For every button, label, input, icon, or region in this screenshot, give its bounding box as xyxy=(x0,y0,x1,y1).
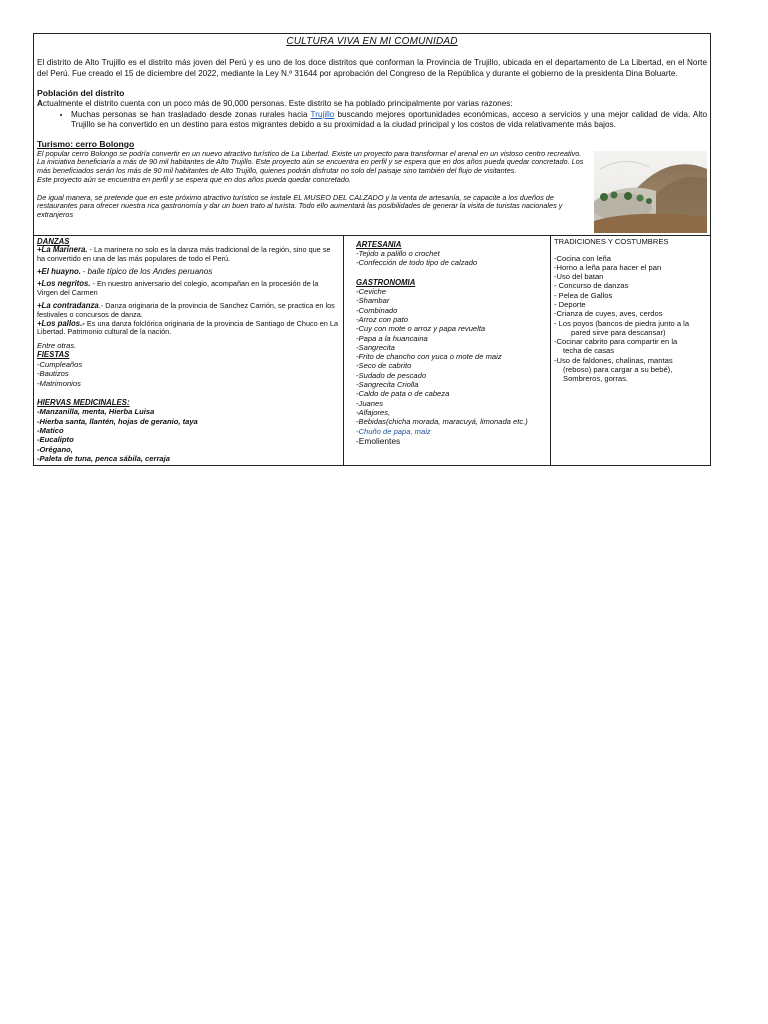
turismo-paragraph-1: El popular cerro Bolongo se podría convertir en un nuevo atractivo turístico de La Libertad. Existe un proyecto para transformar el arenal en un vistoso centro recreativo. La iniciativa beneficiaría a más de 90 mil habitantes de Alto Trujillo. Este proyecto aún se encuentra en perfil y se espera que en dos años pueda quedar concretado. Los más beneficiados serán los más de 90 mil habitantes de Alto Trujillo, quienes podrán disfrutar no solo del paisaje sino también del flujo de visitantes. xyxy=(37,148,584,176)
turismo-paragraph-2: De igual manera, se pretende que en este próximo atractivo turístico se instale EL MUSEO DEL CALZADO y la venta de artesanía, se capacite a los dueños de restaurantes para ofrecer nuestra rica gastronomía y dar un buen trato al turista. Todo ello aumentará las posibilidades de generar la visita de turistas nacionales y extranjeros xyxy=(37,192,563,220)
list-item: -Alfajores, xyxy=(356,407,391,417)
turismo-text xyxy=(37,139,586,233)
list-item: -Cocina con leña xyxy=(554,253,611,263)
danza-sep: - xyxy=(87,245,94,254)
list-item: -Papa a la huancaina xyxy=(356,333,428,343)
cerro-bolongo-photo xyxy=(594,151,707,233)
list-item: -Sangrecita Criolla xyxy=(356,380,419,390)
list-item: -Sudado de pescado xyxy=(356,370,427,380)
document-page xyxy=(33,33,711,466)
danza-item xyxy=(37,320,340,338)
list-item: -Hierba santa, llantén, hojas de geranio, taya xyxy=(37,416,198,426)
danza-desc: baile típico de los Andes peruanos xyxy=(87,266,213,276)
list-item: -Uso de faldones, chalinas, mantas xyxy=(554,355,673,365)
turismo-paragraph-1b: Este proyecto aún se encuentra en perfil y se espera que en dos años pueda quedar concretado. xyxy=(37,174,351,184)
hierbas-list xyxy=(37,407,340,463)
danza-name: +Los negritos. xyxy=(37,279,91,289)
list-item: -Frito de chancho con yuca o mote de maiz xyxy=(356,352,502,362)
list-item: -Uso del batan xyxy=(554,272,604,282)
bullet-text-rest: buscando mejores oportunidades económicas, acceso a servicios y una mejor calidad de vida. Alto Trujillo se ha convertido en un destino para estos migrantes debido a su proximidad a la ciudad principal y los costos de vida relativamente más bajos. xyxy=(71,109,707,129)
column-artesania xyxy=(344,236,551,466)
danza-sep: .- xyxy=(98,300,106,310)
gastronomia-heading: GASTRONOMIA xyxy=(356,277,416,287)
danza-name: +Los pallos.- xyxy=(37,318,85,328)
column-tradiciones xyxy=(551,236,710,466)
drop-letter: A xyxy=(37,99,43,108)
danza-sep: - xyxy=(90,279,98,289)
tradiciones-heading: TRADICIONES Y COSTUMBRES xyxy=(554,236,669,246)
danza-desc: Danza originaria de la provincia de Sanchez Carrión, se practica en los festivales o concursos de danza. xyxy=(37,300,335,319)
page-title: CULTURA VIVA EN MI COMUNIDAD xyxy=(286,36,458,47)
danzas-heading: DANZAS xyxy=(37,236,70,246)
danza-item xyxy=(37,246,340,264)
danza-desc: Es una danza folclórica originaria de la provincia de Santiago de Chuco en La Libertad. Patrimonio cultural de la nación. xyxy=(37,318,339,337)
artesania-heading: ARTESANIA xyxy=(356,239,402,249)
list-item: -Cumpleaños xyxy=(37,359,83,369)
list-item: - Los poyos (bancos de piedra junto a la xyxy=(554,318,690,328)
top-section xyxy=(34,34,710,236)
danzas-extra: Entre otras. xyxy=(37,341,77,351)
list-item: -Manzanilla, menta, Hierba Luisa xyxy=(37,407,155,417)
fiestas-list xyxy=(37,360,340,388)
danza-sep: - xyxy=(80,266,88,276)
gastronomia-list xyxy=(356,287,547,426)
list-item: -Paleta de tuna, penca sábila, cerraja xyxy=(37,453,170,463)
trujillo-link[interactable]: Trujillo xyxy=(310,109,335,119)
artesania-list xyxy=(356,249,547,268)
poblacion-heading: Población del distrito xyxy=(37,88,125,98)
list-item: -Shambar xyxy=(356,296,390,306)
list-item: -Caldo de pata o de cabeza xyxy=(356,389,450,399)
list-item: -Juanes xyxy=(356,398,384,408)
list-item: -Orégano, xyxy=(37,444,73,454)
intro-paragraph: El distrito de Alto Trujillo es el distrito más joven del Perú y es uno de los doce distritos que conforman la Provincia de Trujillo, ubicada en el departamento de La Libertad, en el Norte del Perú. Fue creado el 15 de diciembre del 2022, mediante la Ley N.º 31644 por aprobación del Congreso de la República y durante el gobierno de la presidenta Dina Boluarte. xyxy=(37,58,707,78)
danza-desc: La marinera no solo es la danza más tradicional de la región, sino que se ha convertido en una de las más populares de todo el Perú. xyxy=(37,245,331,263)
list-item: -Arroz con pato xyxy=(356,314,408,324)
list-item: -Crianza de cuyes, aves, cerdos xyxy=(554,309,663,319)
list-item: -Matico xyxy=(37,425,64,435)
list-item: (reboso) para cargar a su bebé), xyxy=(563,365,673,375)
fiestas-heading: FIESTAS xyxy=(37,350,70,360)
danza-name: +El huayno. xyxy=(37,266,81,276)
list-item: -Chuño de papa, maiz xyxy=(356,426,431,436)
list-item: - Pelea de Gallos xyxy=(554,290,613,300)
list-item: -Combinado xyxy=(356,305,398,315)
list-item: -Horno a leña para hacer el pan xyxy=(554,262,662,272)
danza-name: +La Marinera. xyxy=(37,245,88,254)
turismo-heading: Turismo: cerro Bolongo xyxy=(37,138,135,149)
list-item: -Seco de cabrito xyxy=(356,361,412,371)
list-item: -Cocinar cabrito para compartir en la xyxy=(554,337,678,347)
list-item: Sombreros, gorras. xyxy=(563,374,628,384)
danza-name: +La contradanza xyxy=(37,300,99,310)
list-item xyxy=(71,110,707,131)
list-item: -Ceviche xyxy=(356,287,386,297)
column-danzas xyxy=(34,236,344,466)
list-item: pared sirve para descansar) xyxy=(571,327,666,337)
danza-item xyxy=(37,268,340,277)
list-item: -Eucalipto xyxy=(37,435,74,445)
list-item: - Concurso de danzas xyxy=(554,281,629,291)
danzas-list xyxy=(37,246,340,337)
poblacion-text: ctualmente el distrito cuenta con un poco más de 90,000 personas. Este distrito se ha poblado principalmente por varias razones: xyxy=(42,99,513,108)
list-item: - Deporte xyxy=(554,299,586,309)
hierbas-heading: HIERVAS MEDICINALES: xyxy=(37,397,130,407)
turismo-section xyxy=(37,139,707,233)
tradiciones-list xyxy=(554,254,707,384)
list-item: -Confección de todo tipo de calzado xyxy=(356,258,478,268)
danza-desc: En nuestro aniversario del colegio, acompañan en la procesión de la Virgen del Carmen xyxy=(37,279,319,298)
danza-item xyxy=(37,280,340,298)
list-item: -Bautizos xyxy=(37,369,69,379)
list-item: -Bebidas(chicha morada, maracuyá, limonada etc.) xyxy=(356,417,528,427)
danza-item xyxy=(37,302,340,320)
columns-table xyxy=(34,236,710,466)
poblacion-paragraph xyxy=(37,99,707,110)
bullet-text: Muchas personas se han trasladado desde zonas rurales hacia xyxy=(71,109,311,119)
poblacion-bullets xyxy=(37,110,707,131)
list-item: -Matrimonios xyxy=(37,378,81,388)
list-item: -Cuy con mote o arroz y papa revuelta xyxy=(356,324,486,334)
list-item: -Sangrecita xyxy=(356,342,395,352)
list-item: techa de casas xyxy=(563,346,615,356)
list-item: -Emolientes xyxy=(356,435,401,446)
list-item: -Tejido a palillo o crochet xyxy=(356,249,440,258)
